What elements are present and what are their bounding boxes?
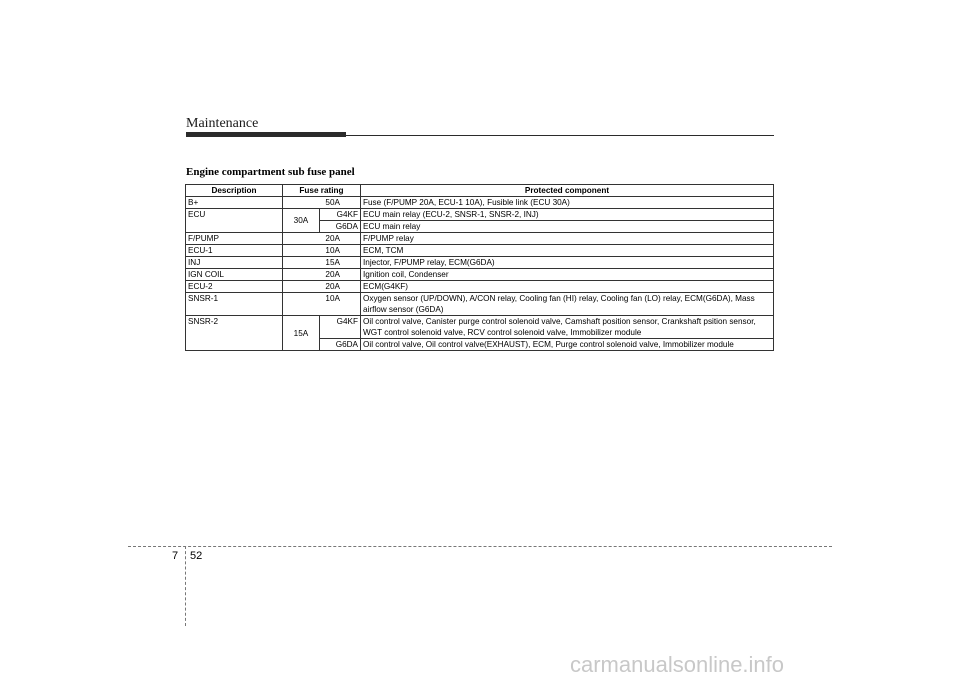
cell-engine: G4KF [319,209,360,221]
cell-component: F/PUMP relay [361,233,774,245]
cell-description: ECU-2 [186,281,283,293]
table-row [186,233,774,245]
cell-rating: 20A [283,269,361,281]
cell-description: ECU [186,209,283,233]
table-header-row [186,185,774,197]
footer-vertical-divider [185,546,186,626]
header-fuse-rating: Fuse rating [283,185,361,197]
chapter-number: 7 [172,550,179,562]
cell-component: Fuse (F/PUMP 20A, ECU-1 10A), Fusible link (ECU 30A) [361,197,774,209]
header-protected-component: Protected component [361,185,774,197]
cell-rating: 10A [283,245,361,257]
table-row [186,293,774,316]
cell-description: IGN COIL [186,269,283,281]
cell-component: ECM, TCM [361,245,774,257]
cell-component: Ignition coil, Condenser [361,269,774,281]
cell-description: SNSR-1 [186,293,283,316]
cell-description: ECU-1 [186,245,283,257]
cell-component: ECM(G4KF) [361,281,774,293]
cell-description: B+ [186,197,283,209]
cell-engine: G4KF [319,316,360,339]
table-row [186,316,774,339]
cell-rating: 20A [283,233,361,245]
cell-component: Oil control valve, Oil control valve(EXHAUST), ECM, Purge control solenoid valve, Immobilizer module [361,339,774,351]
cell-component: ECU main relay [361,221,774,233]
cell-rating: 15A [283,257,361,269]
header-rule-accent [186,132,346,137]
cell-engine: G6DA [319,221,360,233]
cell-engine: G6DA [319,339,360,351]
header-rule [346,135,774,136]
cell-rating: 50A [283,197,361,209]
cell-component: Oil control valve, Canister purge control solenoid valve, Camshaft position sensor, Crankshaft psition sensor, WGT control solenoid valve, RCV control solenoid valve, Immobilizer module [361,316,774,339]
cell-rating: 15A [283,316,320,351]
cell-component: ECU main relay (ECU-2, SNSR-1, SNSR-2, INJ) [361,209,774,221]
table-row [186,281,774,293]
cell-description: SNSR-2 [186,316,283,351]
footer-divider [128,546,832,547]
page-header-title: Maintenance [186,116,259,131]
fuse-table [185,184,774,351]
cell-rating: 20A [283,281,361,293]
table-row [186,245,774,257]
cell-description: INJ [186,257,283,269]
cell-component: Oxygen sensor (UP/DOWN), A/CON relay, Cooling fan (HI) relay, Cooling fan (LO) relay, ECM(G6DA), Mass airflow sensor (G6DA) [361,293,774,316]
section-title: Engine compartment sub fuse panel [186,166,355,178]
watermark: carmanualsonline.info [570,652,785,677]
page-number: 52 [190,550,203,562]
table-row [186,269,774,281]
cell-rating: 10A [283,293,361,316]
table-row [186,209,774,221]
table-row [186,197,774,209]
cell-rating: 30A [283,209,320,233]
cell-description: F/PUMP [186,233,283,245]
table-row [186,257,774,269]
header-description: Description [186,185,283,197]
cell-component: Injector, F/PUMP relay, ECM(G6DA) [361,257,774,269]
